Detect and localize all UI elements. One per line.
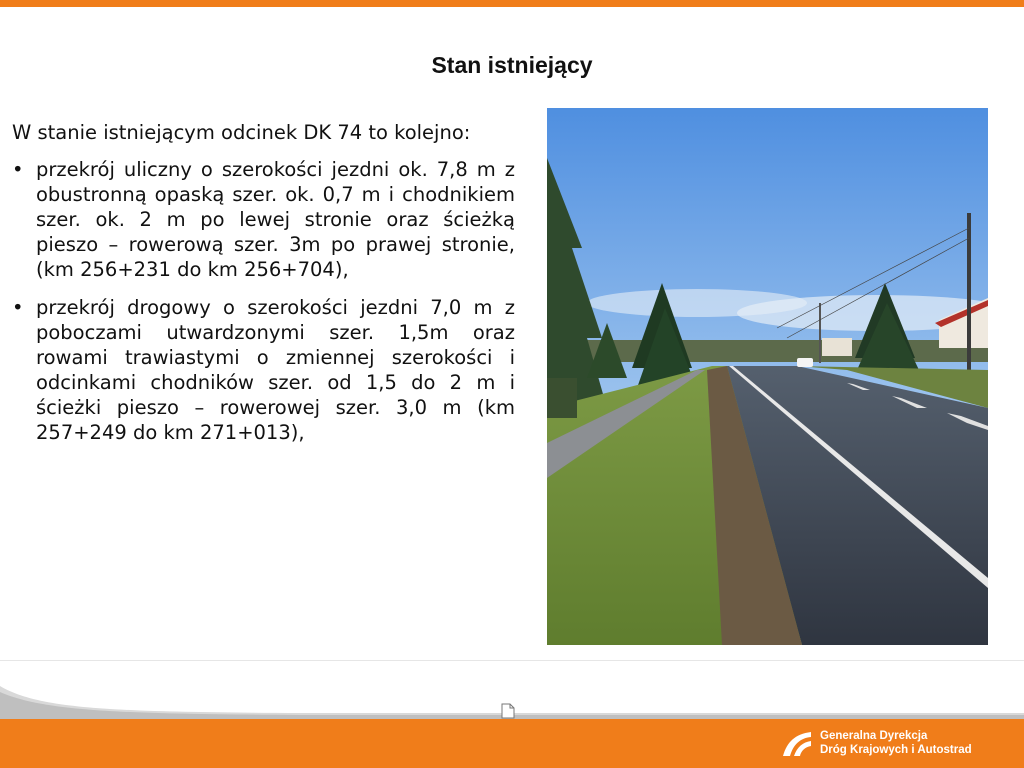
document-icon: [501, 703, 515, 719]
top-accent-bar: [0, 0, 1024, 7]
slide-body: [12, 120, 515, 458]
bullet-item: [12, 295, 515, 445]
gddkia-road-logo-icon: [781, 730, 813, 758]
logo-line-2: Dróg Krajowych i Autostrad: [820, 744, 972, 756]
bullet-dot-icon: •: [12, 158, 24, 181]
logo-text: [820, 729, 972, 757]
bottom-divider: [0, 660, 1024, 661]
slide-title: Stan istniejący: [431, 52, 593, 78]
intro-text: W stanie istniejącym odcinek DK 74 to kolejno:: [12, 121, 471, 144]
road-photo: [547, 108, 988, 645]
logo-line-1: Generalna Dyrekcja: [820, 730, 928, 742]
bullet-list: [12, 157, 515, 445]
bullet-item: [12, 157, 515, 282]
bullet-text: przekrój uliczny o szerokości jezdni ok. 7,8 m z obustronną opaską szer. ok. 0,7 m i chodnikiem szer. ok. 2 m po lewej stronie oraz ścieżką pieszo – rowerową szer. 3m po prawej stronie, (km 256+231 do km 256+704),: [36, 158, 515, 281]
bullet-dot-icon: •: [12, 296, 24, 319]
bullet-text: przekrój drogowy o szerokości jezdni 7,0 m z poboczami utwardzonymi szer. 1,5m oraz rowami trawiastymi o zmiennej szerokości i odcinkami chodników szer. od 1,5 do 2 m i ścieżki pieszo – rowerowej szer. 3,0 m (km 257+249 do km 271+013),: [36, 296, 515, 444]
